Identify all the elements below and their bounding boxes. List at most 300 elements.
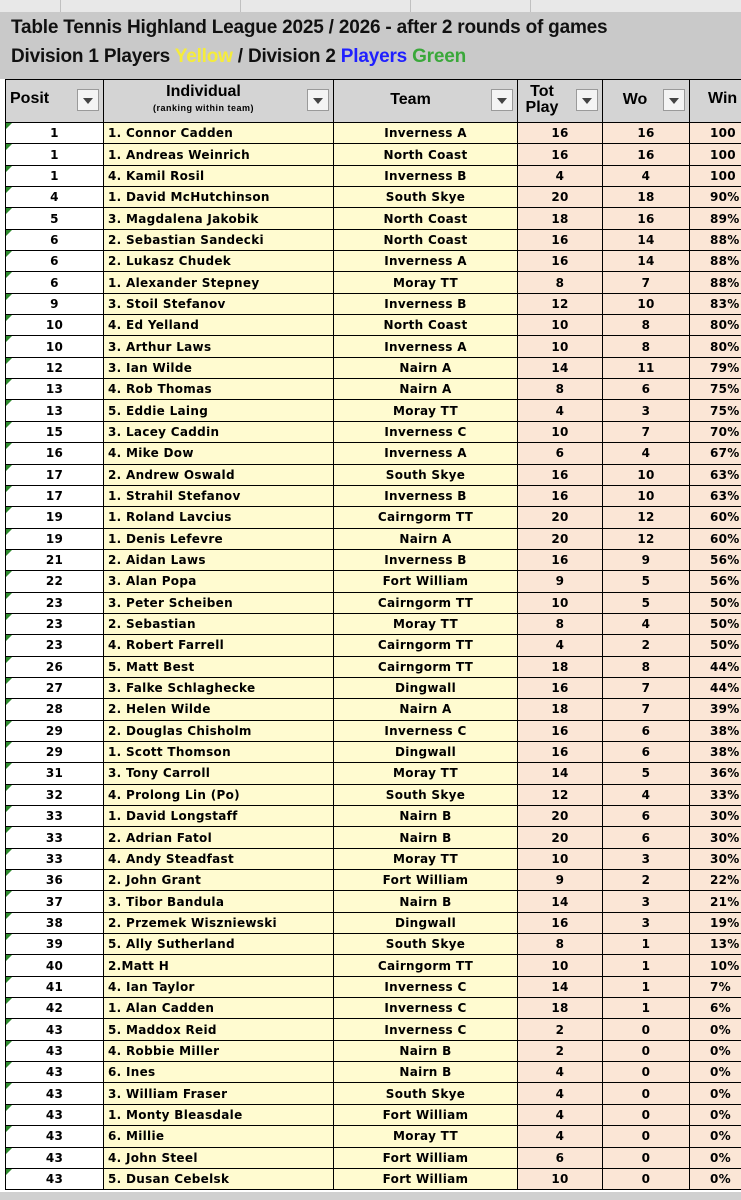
win-percent-cell[interactable]: 80% xyxy=(690,315,741,336)
player-name-cell[interactable]: 6. Millie xyxy=(104,1126,334,1147)
won-cell[interactable]: 8 xyxy=(603,656,690,677)
total-played-cell[interactable]: 12 xyxy=(518,293,603,314)
position-cell[interactable]: 29 xyxy=(6,741,104,762)
win-percent-cell[interactable]: 22% xyxy=(690,870,741,891)
position-cell[interactable]: 39 xyxy=(6,934,104,955)
won-cell[interactable]: 18 xyxy=(603,187,690,208)
position-cell[interactable]: 10 xyxy=(6,336,104,357)
total-played-cell[interactable]: 18 xyxy=(518,208,603,229)
player-name-cell[interactable]: 3. William Fraser xyxy=(104,1083,334,1104)
won-cell[interactable]: 5 xyxy=(603,592,690,613)
position-cell[interactable]: 19 xyxy=(6,528,104,549)
total-played-cell[interactable]: 16 xyxy=(518,677,603,698)
player-name-cell[interactable]: 1. Denis Lefevre xyxy=(104,528,334,549)
won-cell[interactable]: 0 xyxy=(603,1040,690,1061)
total-played-cell[interactable]: 18 xyxy=(518,998,603,1019)
position-cell[interactable]: 40 xyxy=(6,955,104,976)
win-percent-cell[interactable]: 0% xyxy=(690,1019,741,1040)
win-percent-cell[interactable]: 100 xyxy=(690,165,741,186)
player-name-cell[interactable]: 4. Robert Farrell xyxy=(104,635,334,656)
win-percent-cell[interactable]: 0% xyxy=(690,1168,741,1189)
total-played-cell[interactable]: 14 xyxy=(518,976,603,997)
won-cell[interactable]: 5 xyxy=(603,763,690,784)
team-cell[interactable]: Inverness A xyxy=(334,251,518,272)
team-cell[interactable]: Moray TT xyxy=(334,613,518,634)
team-cell[interactable]: Nairn A xyxy=(334,699,518,720)
position-cell[interactable]: 13 xyxy=(6,400,104,421)
won-cell[interactable]: 9 xyxy=(603,549,690,570)
team-cell[interactable]: South Skye xyxy=(334,934,518,955)
player-name-cell[interactable]: 5. Dusan Cebelsk xyxy=(104,1168,334,1189)
filter-dropdown-icon[interactable] xyxy=(491,89,513,111)
team-cell[interactable]: Nairn A xyxy=(334,528,518,549)
team-cell[interactable]: Inverness B xyxy=(334,549,518,570)
team-cell[interactable]: North Coast xyxy=(334,229,518,250)
position-cell[interactable]: 5 xyxy=(6,208,104,229)
won-cell[interactable]: 8 xyxy=(603,336,690,357)
position-cell[interactable]: 1 xyxy=(6,144,104,165)
position-cell[interactable]: 43 xyxy=(6,1019,104,1040)
total-played-cell[interactable]: 4 xyxy=(518,400,603,421)
team-cell[interactable]: Moray TT xyxy=(334,763,518,784)
total-played-cell[interactable]: 4 xyxy=(518,635,603,656)
position-cell[interactable]: 36 xyxy=(6,870,104,891)
win-percent-cell[interactable]: 33% xyxy=(690,784,741,805)
team-cell[interactable]: Dingwall xyxy=(334,912,518,933)
won-cell[interactable]: 0 xyxy=(603,1019,690,1040)
won-cell[interactable]: 16 xyxy=(603,123,690,144)
won-cell[interactable]: 6 xyxy=(603,720,690,741)
won-cell[interactable]: 16 xyxy=(603,144,690,165)
position-cell[interactable]: 42 xyxy=(6,998,104,1019)
won-cell[interactable]: 1 xyxy=(603,976,690,997)
won-cell[interactable]: 6 xyxy=(603,379,690,400)
player-name-cell[interactable]: 1. Alexander Stepney xyxy=(104,272,334,293)
win-percent-cell[interactable]: 67% xyxy=(690,443,741,464)
won-cell[interactable]: 10 xyxy=(603,485,690,506)
position-cell[interactable]: 43 xyxy=(6,1040,104,1061)
total-played-cell[interactable]: 20 xyxy=(518,528,603,549)
player-name-cell[interactable]: 2. Sebastian xyxy=(104,613,334,634)
position-cell[interactable]: 10 xyxy=(6,315,104,336)
win-percent-cell[interactable]: 44% xyxy=(690,677,741,698)
team-cell[interactable]: South Skye xyxy=(334,784,518,805)
player-name-cell[interactable]: 2. Aidan Laws xyxy=(104,549,334,570)
team-cell[interactable]: Fort William xyxy=(334,1147,518,1168)
total-played-cell[interactable]: 18 xyxy=(518,699,603,720)
player-name-cell[interactable]: 4. Ed Yelland xyxy=(104,315,334,336)
team-cell[interactable]: Nairn A xyxy=(334,357,518,378)
win-percent-cell[interactable]: 75% xyxy=(690,379,741,400)
win-percent-cell[interactable]: 63% xyxy=(690,485,741,506)
team-cell[interactable]: Fort William xyxy=(334,1168,518,1189)
won-cell[interactable]: 12 xyxy=(603,507,690,528)
player-name-cell[interactable]: 3. Falke Schlaghecke xyxy=(104,677,334,698)
win-percent-cell[interactable]: 13% xyxy=(690,934,741,955)
team-cell[interactable]: Inverness A xyxy=(334,123,518,144)
won-cell[interactable]: 10 xyxy=(603,293,690,314)
player-name-cell[interactable]: 3. Magdalena Jakobik xyxy=(104,208,334,229)
won-cell[interactable]: 0 xyxy=(603,1062,690,1083)
team-cell[interactable]: Inverness A xyxy=(334,443,518,464)
team-cell[interactable]: Fort William xyxy=(334,870,518,891)
player-name-cell[interactable]: 1. Monty Bleasdale xyxy=(104,1104,334,1125)
position-cell[interactable]: 43 xyxy=(6,1126,104,1147)
won-cell[interactable]: 0 xyxy=(603,1126,690,1147)
position-cell[interactable]: 1 xyxy=(6,165,104,186)
team-cell[interactable]: Cairngorm TT xyxy=(334,592,518,613)
position-cell[interactable]: 33 xyxy=(6,848,104,869)
column-header-win-pct[interactable] xyxy=(690,80,741,123)
total-played-cell[interactable]: 14 xyxy=(518,357,603,378)
player-name-cell[interactable]: 2. Helen Wilde xyxy=(104,699,334,720)
team-cell[interactable]: Cairngorm TT xyxy=(334,656,518,677)
player-name-cell[interactable]: 1. Andreas Weinrich xyxy=(104,144,334,165)
position-cell[interactable]: 6 xyxy=(6,272,104,293)
win-percent-cell[interactable]: 39% xyxy=(690,699,741,720)
total-played-cell[interactable]: 16 xyxy=(518,251,603,272)
won-cell[interactable]: 8 xyxy=(603,315,690,336)
player-name-cell[interactable]: 4. Prolong Lin (Po) xyxy=(104,784,334,805)
position-cell[interactable]: 43 xyxy=(6,1147,104,1168)
team-cell[interactable]: Dingwall xyxy=(334,677,518,698)
win-percent-cell[interactable]: 6% xyxy=(690,998,741,1019)
filter-dropdown-icon[interactable] xyxy=(77,89,99,111)
player-name-cell[interactable]: 5. Eddie Laing xyxy=(104,400,334,421)
win-percent-cell[interactable]: 88% xyxy=(690,251,741,272)
player-name-cell[interactable]: 4. Andy Steadfast xyxy=(104,848,334,869)
win-percent-cell[interactable]: 70% xyxy=(690,421,741,442)
player-name-cell[interactable]: 2. Lukasz Chudek xyxy=(104,251,334,272)
win-percent-cell[interactable]: 10% xyxy=(690,955,741,976)
total-played-cell[interactable]: 10 xyxy=(518,848,603,869)
won-cell[interactable]: 0 xyxy=(603,1168,690,1189)
column-header-position[interactable] xyxy=(6,80,104,123)
win-percent-cell[interactable]: 0% xyxy=(690,1104,741,1125)
won-cell[interactable]: 4 xyxy=(603,443,690,464)
won-cell[interactable]: 4 xyxy=(603,784,690,805)
team-cell[interactable]: Fort William xyxy=(334,1104,518,1125)
won-cell[interactable]: 1 xyxy=(603,955,690,976)
player-name-cell[interactable]: 2. Przemek Wiszniewski xyxy=(104,912,334,933)
player-name-cell[interactable]: 3. Stoil Stefanov xyxy=(104,293,334,314)
won-cell[interactable]: 6 xyxy=(603,806,690,827)
total-played-cell[interactable]: 4 xyxy=(518,1083,603,1104)
total-played-cell[interactable]: 4 xyxy=(518,165,603,186)
player-name-cell[interactable]: 1. Alan Cadden xyxy=(104,998,334,1019)
position-cell[interactable]: 21 xyxy=(6,549,104,570)
position-cell[interactable]: 12 xyxy=(6,357,104,378)
player-name-cell[interactable]: 5. Ally Sutherland xyxy=(104,934,334,955)
total-played-cell[interactable]: 9 xyxy=(518,870,603,891)
won-cell[interactable]: 2 xyxy=(603,870,690,891)
team-cell[interactable]: Nairn B xyxy=(334,1062,518,1083)
win-percent-cell[interactable]: 100 xyxy=(690,144,741,165)
total-played-cell[interactable]: 8 xyxy=(518,272,603,293)
won-cell[interactable]: 4 xyxy=(603,165,690,186)
position-cell[interactable]: 29 xyxy=(6,720,104,741)
team-cell[interactable]: South Skye xyxy=(334,187,518,208)
win-percent-cell[interactable]: 63% xyxy=(690,464,741,485)
team-cell[interactable]: Inverness C xyxy=(334,720,518,741)
position-cell[interactable]: 9 xyxy=(6,293,104,314)
total-played-cell[interactable]: 20 xyxy=(518,187,603,208)
team-cell[interactable]: Inverness C xyxy=(334,421,518,442)
win-percent-cell[interactable]: 60% xyxy=(690,507,741,528)
player-name-cell[interactable]: 4. Ian Taylor xyxy=(104,976,334,997)
filter-dropdown-icon[interactable] xyxy=(663,89,685,111)
player-name-cell[interactable]: 6. Ines xyxy=(104,1062,334,1083)
player-name-cell[interactable]: 5. Matt Best xyxy=(104,656,334,677)
win-percent-cell[interactable]: 44% xyxy=(690,656,741,677)
team-cell[interactable]: Inverness B xyxy=(334,293,518,314)
player-name-cell[interactable]: 3. Tony Carroll xyxy=(104,763,334,784)
win-percent-cell[interactable]: 38% xyxy=(690,720,741,741)
total-played-cell[interactable]: 6 xyxy=(518,1147,603,1168)
total-played-cell[interactable]: 16 xyxy=(518,464,603,485)
won-cell[interactable]: 5 xyxy=(603,571,690,592)
position-cell[interactable]: 31 xyxy=(6,763,104,784)
won-cell[interactable]: 0 xyxy=(603,1083,690,1104)
team-cell[interactable]: Moray TT xyxy=(334,400,518,421)
team-cell[interactable]: Dingwall xyxy=(334,741,518,762)
player-name-cell[interactable]: 1. Scott Thomson xyxy=(104,741,334,762)
player-name-cell[interactable]: 4. Robbie Miller xyxy=(104,1040,334,1061)
team-cell[interactable]: Fort William xyxy=(334,571,518,592)
player-name-cell[interactable]: 4. John Steel xyxy=(104,1147,334,1168)
position-cell[interactable]: 17 xyxy=(6,464,104,485)
total-played-cell[interactable]: 16 xyxy=(518,549,603,570)
position-cell[interactable]: 15 xyxy=(6,421,104,442)
win-percent-cell[interactable]: 38% xyxy=(690,741,741,762)
total-played-cell[interactable]: 20 xyxy=(518,507,603,528)
won-cell[interactable]: 6 xyxy=(603,741,690,762)
won-cell[interactable]: 12 xyxy=(603,528,690,549)
total-played-cell[interactable]: 16 xyxy=(518,144,603,165)
won-cell[interactable]: 7 xyxy=(603,272,690,293)
total-played-cell[interactable]: 8 xyxy=(518,379,603,400)
position-cell[interactable]: 1 xyxy=(6,123,104,144)
player-name-cell[interactable]: 3. Lacey Caddin xyxy=(104,421,334,442)
won-cell[interactable]: 3 xyxy=(603,848,690,869)
win-percent-cell[interactable]: 30% xyxy=(690,848,741,869)
position-cell[interactable]: 4 xyxy=(6,187,104,208)
team-cell[interactable]: Cairngorm TT xyxy=(334,635,518,656)
win-percent-cell[interactable]: 30% xyxy=(690,827,741,848)
won-cell[interactable]: 10 xyxy=(603,464,690,485)
player-name-cell[interactable]: 2. John Grant xyxy=(104,870,334,891)
position-cell[interactable]: 16 xyxy=(6,443,104,464)
win-percent-cell[interactable]: 50% xyxy=(690,592,741,613)
player-name-cell[interactable]: 4. Kamil Rosil xyxy=(104,165,334,186)
won-cell[interactable]: 7 xyxy=(603,677,690,698)
position-cell[interactable]: 28 xyxy=(6,699,104,720)
total-played-cell[interactable]: 16 xyxy=(518,720,603,741)
total-played-cell[interactable]: 16 xyxy=(518,912,603,933)
position-cell[interactable]: 23 xyxy=(6,592,104,613)
team-cell[interactable]: North Coast xyxy=(334,208,518,229)
won-cell[interactable]: 7 xyxy=(603,699,690,720)
team-cell[interactable]: Cairngorm TT xyxy=(334,955,518,976)
win-percent-cell[interactable]: 19% xyxy=(690,912,741,933)
win-percent-cell[interactable]: 60% xyxy=(690,528,741,549)
position-cell[interactable]: 37 xyxy=(6,891,104,912)
team-cell[interactable]: Inverness C xyxy=(334,976,518,997)
player-name-cell[interactable]: 2. Sebastian Sandecki xyxy=(104,229,334,250)
win-percent-cell[interactable]: 90% xyxy=(690,187,741,208)
total-played-cell[interactable]: 10 xyxy=(518,592,603,613)
total-played-cell[interactable]: 14 xyxy=(518,763,603,784)
team-cell[interactable]: Inverness A xyxy=(334,336,518,357)
won-cell[interactable]: 7 xyxy=(603,421,690,442)
position-cell[interactable]: 33 xyxy=(6,806,104,827)
position-cell[interactable]: 43 xyxy=(6,1104,104,1125)
position-cell[interactable]: 38 xyxy=(6,912,104,933)
player-name-cell[interactable]: 1. Strahil Stefanov xyxy=(104,485,334,506)
total-played-cell[interactable]: 4 xyxy=(518,1062,603,1083)
win-percent-cell[interactable]: 0% xyxy=(690,1083,741,1104)
position-cell[interactable]: 19 xyxy=(6,507,104,528)
position-cell[interactable]: 43 xyxy=(6,1168,104,1189)
total-played-cell[interactable]: 6 xyxy=(518,443,603,464)
total-played-cell[interactable]: 4 xyxy=(518,1104,603,1125)
position-cell[interactable]: 23 xyxy=(6,613,104,634)
column-header-won[interactable] xyxy=(603,80,690,123)
total-played-cell[interactable]: 20 xyxy=(518,806,603,827)
won-cell[interactable]: 14 xyxy=(603,251,690,272)
win-percent-cell[interactable]: 30% xyxy=(690,806,741,827)
win-percent-cell[interactable]: 50% xyxy=(690,613,741,634)
win-percent-cell[interactable]: 0% xyxy=(690,1062,741,1083)
team-cell[interactable]: South Skye xyxy=(334,1083,518,1104)
win-percent-cell[interactable]: 80% xyxy=(690,336,741,357)
win-percent-cell[interactable]: 0% xyxy=(690,1040,741,1061)
total-played-cell[interactable]: 10 xyxy=(518,421,603,442)
position-cell[interactable]: 43 xyxy=(6,1083,104,1104)
team-cell[interactable]: Nairn B xyxy=(334,891,518,912)
total-played-cell[interactable]: 8 xyxy=(518,934,603,955)
player-name-cell[interactable]: 4. Mike Dow xyxy=(104,443,334,464)
team-cell[interactable]: Nairn B xyxy=(334,806,518,827)
position-cell[interactable]: 43 xyxy=(6,1062,104,1083)
position-cell[interactable]: 6 xyxy=(6,229,104,250)
position-cell[interactable]: 27 xyxy=(6,677,104,698)
total-played-cell[interactable]: 2 xyxy=(518,1040,603,1061)
player-name-cell[interactable]: 1. Connor Cadden xyxy=(104,123,334,144)
position-cell[interactable]: 17 xyxy=(6,485,104,506)
win-percent-cell[interactable]: 50% xyxy=(690,635,741,656)
total-played-cell[interactable]: 14 xyxy=(518,891,603,912)
won-cell[interactable]: 16 xyxy=(603,208,690,229)
player-name-cell[interactable]: 4. Rob Thomas xyxy=(104,379,334,400)
team-cell[interactable]: Nairn A xyxy=(334,379,518,400)
column-header-team[interactable] xyxy=(334,80,518,123)
player-name-cell[interactable]: 1. Roland Lavcius xyxy=(104,507,334,528)
win-percent-cell[interactable]: 7% xyxy=(690,976,741,997)
team-cell[interactable]: Moray TT xyxy=(334,272,518,293)
won-cell[interactable]: 11 xyxy=(603,357,690,378)
position-cell[interactable]: 41 xyxy=(6,976,104,997)
win-percent-cell[interactable]: 75% xyxy=(690,400,741,421)
player-name-cell[interactable]: 1. David Longstaff xyxy=(104,806,334,827)
win-percent-cell[interactable]: 100 xyxy=(690,123,741,144)
total-played-cell[interactable]: 10 xyxy=(518,955,603,976)
won-cell[interactable]: 3 xyxy=(603,400,690,421)
player-name-cell[interactable]: 3. Peter Scheiben xyxy=(104,592,334,613)
filter-dropdown-icon[interactable] xyxy=(576,89,598,111)
column-header-individual[interactable] xyxy=(104,80,334,123)
won-cell[interactable]: 2 xyxy=(603,635,690,656)
position-cell[interactable]: 23 xyxy=(6,635,104,656)
filter-dropdown-icon[interactable] xyxy=(307,89,329,111)
team-cell[interactable]: Cairngorm TT xyxy=(334,507,518,528)
total-played-cell[interactable]: 16 xyxy=(518,229,603,250)
win-percent-cell[interactable]: 36% xyxy=(690,763,741,784)
player-name-cell[interactable]: 5. Maddox Reid xyxy=(104,1019,334,1040)
win-percent-cell[interactable]: 21% xyxy=(690,891,741,912)
team-cell[interactable]: Nairn B xyxy=(334,1040,518,1061)
total-played-cell[interactable]: 16 xyxy=(518,485,603,506)
team-cell[interactable]: Moray TT xyxy=(334,1126,518,1147)
won-cell[interactable]: 14 xyxy=(603,229,690,250)
won-cell[interactable]: 3 xyxy=(603,912,690,933)
total-played-cell[interactable]: 10 xyxy=(518,315,603,336)
team-cell[interactable]: Inverness C xyxy=(334,998,518,1019)
win-percent-cell[interactable]: 56% xyxy=(690,571,741,592)
total-played-cell[interactable]: 4 xyxy=(518,1126,603,1147)
team-cell[interactable]: Nairn B xyxy=(334,827,518,848)
win-percent-cell[interactable]: 56% xyxy=(690,549,741,570)
won-cell[interactable]: 4 xyxy=(603,613,690,634)
player-name-cell[interactable]: 3. Arthur Laws xyxy=(104,336,334,357)
player-name-cell[interactable]: 2. Douglas Chisholm xyxy=(104,720,334,741)
position-cell[interactable]: 13 xyxy=(6,379,104,400)
team-cell[interactable]: Inverness C xyxy=(334,1019,518,1040)
won-cell[interactable]: 1 xyxy=(603,998,690,1019)
win-percent-cell[interactable]: 0% xyxy=(690,1147,741,1168)
team-cell[interactable]: Moray TT xyxy=(334,848,518,869)
total-played-cell[interactable]: 10 xyxy=(518,336,603,357)
total-played-cell[interactable]: 18 xyxy=(518,656,603,677)
player-name-cell[interactable]: 2.Matt H xyxy=(104,955,334,976)
team-cell[interactable]: Inverness B xyxy=(334,485,518,506)
win-percent-cell[interactable]: 88% xyxy=(690,272,741,293)
position-cell[interactable]: 32 xyxy=(6,784,104,805)
team-cell[interactable]: North Coast xyxy=(334,315,518,336)
total-played-cell[interactable]: 8 xyxy=(518,613,603,634)
total-played-cell[interactable]: 10 xyxy=(518,1168,603,1189)
player-name-cell[interactable]: 2. Andrew Oswald xyxy=(104,464,334,485)
total-played-cell[interactable]: 20 xyxy=(518,827,603,848)
won-cell[interactable]: 6 xyxy=(603,827,690,848)
player-name-cell[interactable]: 3. Alan Popa xyxy=(104,571,334,592)
position-cell[interactable]: 33 xyxy=(6,827,104,848)
win-percent-cell[interactable]: 83% xyxy=(690,293,741,314)
total-played-cell[interactable]: 12 xyxy=(518,784,603,805)
won-cell[interactable]: 1 xyxy=(603,934,690,955)
team-cell[interactable]: South Skye xyxy=(334,464,518,485)
team-cell[interactable]: North Coast xyxy=(334,144,518,165)
player-name-cell[interactable]: 3. Ian Wilde xyxy=(104,357,334,378)
total-played-cell[interactable]: 9 xyxy=(518,571,603,592)
total-played-cell[interactable]: 2 xyxy=(518,1019,603,1040)
column-header-total-played[interactable] xyxy=(518,80,603,123)
player-name-cell[interactable]: 2. Adrian Fatol xyxy=(104,827,334,848)
player-name-cell[interactable]: 3. Tibor Bandula xyxy=(104,891,334,912)
total-played-cell[interactable]: 16 xyxy=(518,741,603,762)
position-cell[interactable]: 22 xyxy=(6,571,104,592)
player-name-cell[interactable]: 1. David McHutchinson xyxy=(104,187,334,208)
